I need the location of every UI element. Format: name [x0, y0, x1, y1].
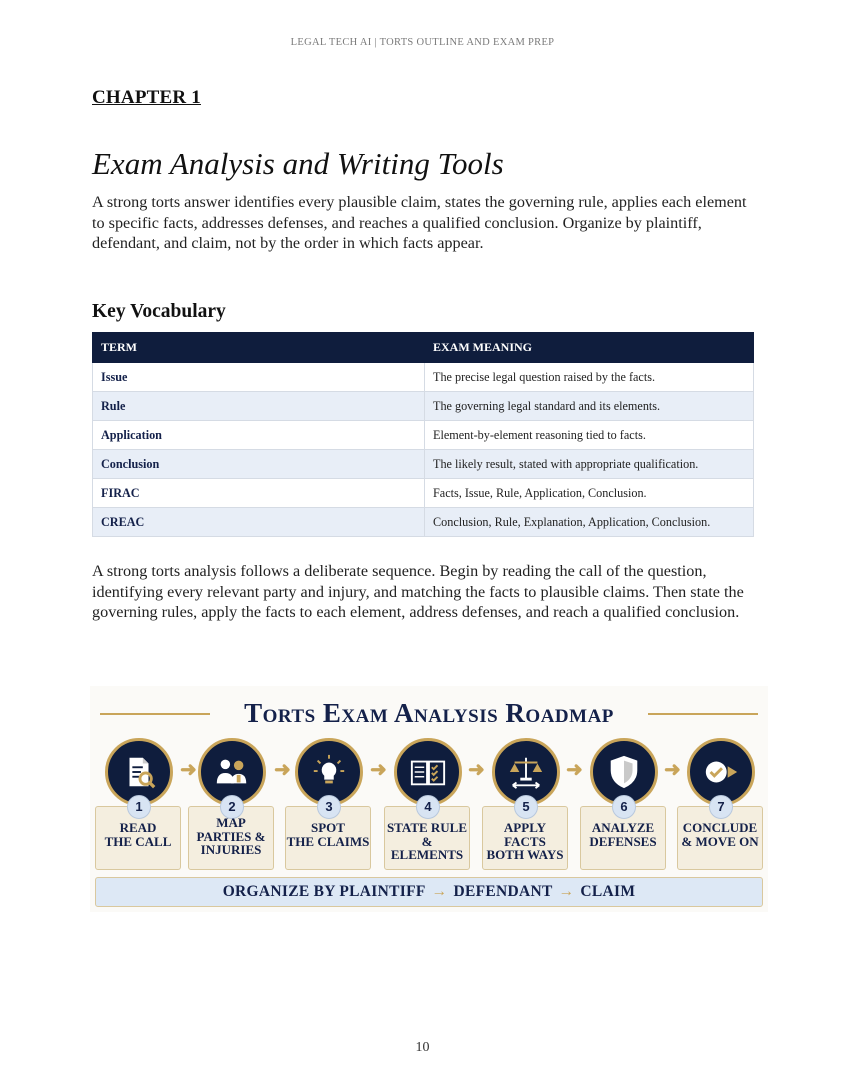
arrow-icon: ➜ — [274, 759, 291, 781]
step-label: SPOT THE CLAIMS — [286, 820, 370, 849]
page-number: 10 — [415, 1040, 430, 1055]
term-cell: CREAC — [93, 508, 425, 537]
book-checklist-icon — [409, 753, 447, 791]
step-label: READ THE CALL — [104, 820, 172, 849]
check-arrow-icon — [702, 753, 740, 791]
term-cell: Conclusion — [93, 450, 425, 479]
roadmap-step — [580, 738, 668, 870]
step-label: MAP PARTIES & INJURIES — [196, 815, 266, 857]
step-number: 3 — [317, 795, 341, 819]
step-label: STATE RULE & ELEMENTS — [386, 820, 468, 862]
chapter-label: CHAPTER 1 — [92, 87, 201, 108]
intro-paragraph: A strong torts answer identifies every plausible claim, states the governing rule, applies each element to specific facts, addresses defenses, and reaches a qualified conclusion. Organize by plaintiff, defendant, and claim, not by the order in which facts appear. — [92, 193, 747, 252]
roadmap-title-row — [90, 698, 768, 728]
arrow-icon: ➜ — [664, 759, 681, 781]
term-cell: Issue — [93, 363, 425, 392]
scales-icon — [507, 753, 545, 791]
arrow-icon: ➜ — [180, 759, 197, 781]
step-card — [580, 799, 666, 870]
table-row — [93, 392, 754, 421]
arrow-right-icon: → — [431, 883, 448, 900]
roadmap-step — [384, 738, 472, 870]
table-row — [93, 450, 754, 479]
step-card — [384, 799, 470, 870]
vocabulary-heading: Key Vocabulary — [92, 301, 226, 322]
roadmap-step — [482, 738, 570, 870]
meaning-cell: The likely result, stated with appropriate qualification. — [425, 450, 754, 479]
roadmap-step — [188, 738, 276, 870]
arrow-icon: ➜ — [566, 759, 583, 781]
arrow-icon: ➜ — [468, 759, 485, 781]
step-card — [285, 799, 371, 870]
roadmap-step — [677, 738, 765, 870]
table-row — [93, 421, 754, 450]
analysis-paragraph: A strong torts analysis follows a deliberate sequence. Begin by reading the call of the question, identifying every relevant party and injury, and matching the facts to plausible claims. Then state the governing rules, apply the facts to each element, address defenses, and reach a qualified conclusion. — [92, 562, 744, 621]
people-icon — [213, 753, 251, 791]
term-cell: Application — [93, 421, 425, 450]
shield-icon — [605, 753, 643, 791]
step-card — [677, 799, 763, 870]
step-number: 5 — [514, 795, 538, 819]
document-magnifier-icon — [120, 753, 158, 791]
step-card — [188, 799, 274, 870]
step-label: ANALYZE DEFENSES — [589, 820, 657, 849]
step-card — [482, 799, 568, 870]
table-row — [93, 508, 754, 537]
step-number: 1 — [127, 795, 151, 819]
roadmap-step — [95, 738, 183, 870]
meaning-cell: The governing legal standard and its elements. — [425, 392, 754, 421]
roadmap-graphic — [90, 686, 768, 912]
column-header-term: TERM — [93, 333, 425, 363]
running-header: LEGAL TECH AI | TORTS OUTLINE AND EXAM PREP — [290, 37, 555, 48]
table-row — [93, 363, 754, 392]
term-cell: FIRAC — [93, 479, 425, 508]
meaning-cell: Facts, Issue, Rule, Application, Conclusion. — [425, 479, 754, 508]
column-header-meaning: EXAM MEANING — [425, 333, 754, 363]
footer-claim: CLAIM — [580, 883, 636, 900]
section-title: Exam Analysis and Writing Tools — [92, 146, 504, 181]
arrow-icon: ➜ — [370, 759, 387, 781]
footer-plaintiff: ORGANIZE BY PLAINTIFF — [222, 883, 426, 900]
meaning-cell: Conclusion, Rule, Explanation, Application, Conclusion. — [425, 508, 754, 537]
step-card — [95, 799, 181, 870]
term-cell: Rule — [93, 392, 425, 421]
footer-defendant: DEFENDANT — [453, 883, 553, 900]
table-header-row — [93, 333, 754, 363]
step-label: CONCLUDE & MOVE ON — [681, 820, 759, 849]
vocabulary-table — [92, 332, 754, 537]
step-number: 7 — [709, 795, 733, 819]
step-label: APPLY FACTS BOTH WAYS — [486, 820, 564, 862]
arrow-right-icon: → — [558, 883, 575, 900]
meaning-cell: The precise legal question raised by the facts. — [425, 363, 754, 392]
step-number: 6 — [612, 795, 636, 819]
roadmap-title: Torts Exam Analysis Roadmap — [244, 698, 614, 728]
step-number: 2 — [220, 795, 244, 819]
lightbulb-icon — [310, 753, 348, 791]
roadmap-footer-banner — [95, 877, 763, 907]
roadmap-step — [285, 738, 373, 870]
step-number: 4 — [416, 795, 440, 819]
table-row — [93, 479, 754, 508]
meaning-cell: Element-by-element reasoning tied to facts. — [425, 421, 754, 450]
